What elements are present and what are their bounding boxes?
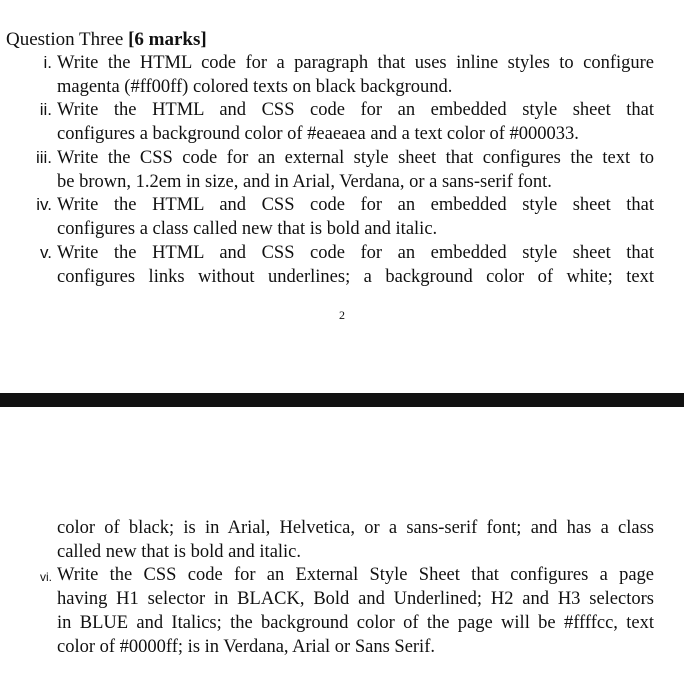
question-title: Question Three [6, 29, 129, 50]
question-line: Write the HTML and CSS code for an embedded style sheet that [57, 195, 654, 215]
question-marker: i. [43, 53, 52, 72]
question-line: color of #0000ff; is in Verdana, Arial or Sans Serif. [57, 637, 435, 657]
question-line: configures a background color of #eaeaea and a text color of #000033. [57, 124, 579, 144]
question-text [57, 98, 654, 146]
question-line: configures links without underlines; a background color of white; text [57, 267, 654, 287]
page-number: 2 [339, 308, 345, 322]
question-marks: [6 marks] [128, 29, 207, 50]
question-marker: iii. [35, 148, 52, 167]
question-line: having H1 selector in BLACK, Bold and Underlined; H2 and H3 selectors [57, 589, 654, 609]
question-line: Write the HTML code for a paragraph that uses inline styles to configure [57, 53, 654, 73]
question-line: be brown, 1.2em in size, and in Arial, Verdana, or a sans-serif font. [57, 172, 552, 192]
question-line: magenta (#ff00ff) colored texts on black background. [57, 77, 453, 97]
question-line: Write the HTML and CSS code for an embedded style sheet that [57, 100, 654, 120]
question-line: Write the HTML and CSS code for an embedded style sheet that [57, 243, 654, 263]
question-text [57, 516, 654, 564]
question-marker: v. [40, 243, 52, 262]
question-text [57, 51, 654, 99]
question-marker: ii. [39, 100, 52, 119]
question-text [57, 146, 654, 194]
question-line: configures a class called new that is bold and italic. [57, 219, 438, 239]
question-text [57, 193, 654, 241]
question-text [57, 563, 654, 659]
question-marker: vi. [40, 570, 52, 584]
question-line: in BLUE and Italics; the background color of the page will be #ffffcc, text [57, 613, 654, 633]
question-marker: iv. [36, 195, 52, 214]
question-heading [6, 28, 207, 52]
question-line: called new that is bold and italic. [57, 542, 302, 562]
question-line: Write the CSS code for an external style sheet that configures the text to [57, 148, 654, 168]
question-line: Write the CSS code for an External Style Sheet that configures a page [57, 565, 654, 585]
question-text [57, 241, 654, 289]
page-break-divider [0, 393, 684, 407]
question-line: color of black; is in Arial, Helvetica, or a sans-serif font; and has a class [57, 518, 654, 538]
